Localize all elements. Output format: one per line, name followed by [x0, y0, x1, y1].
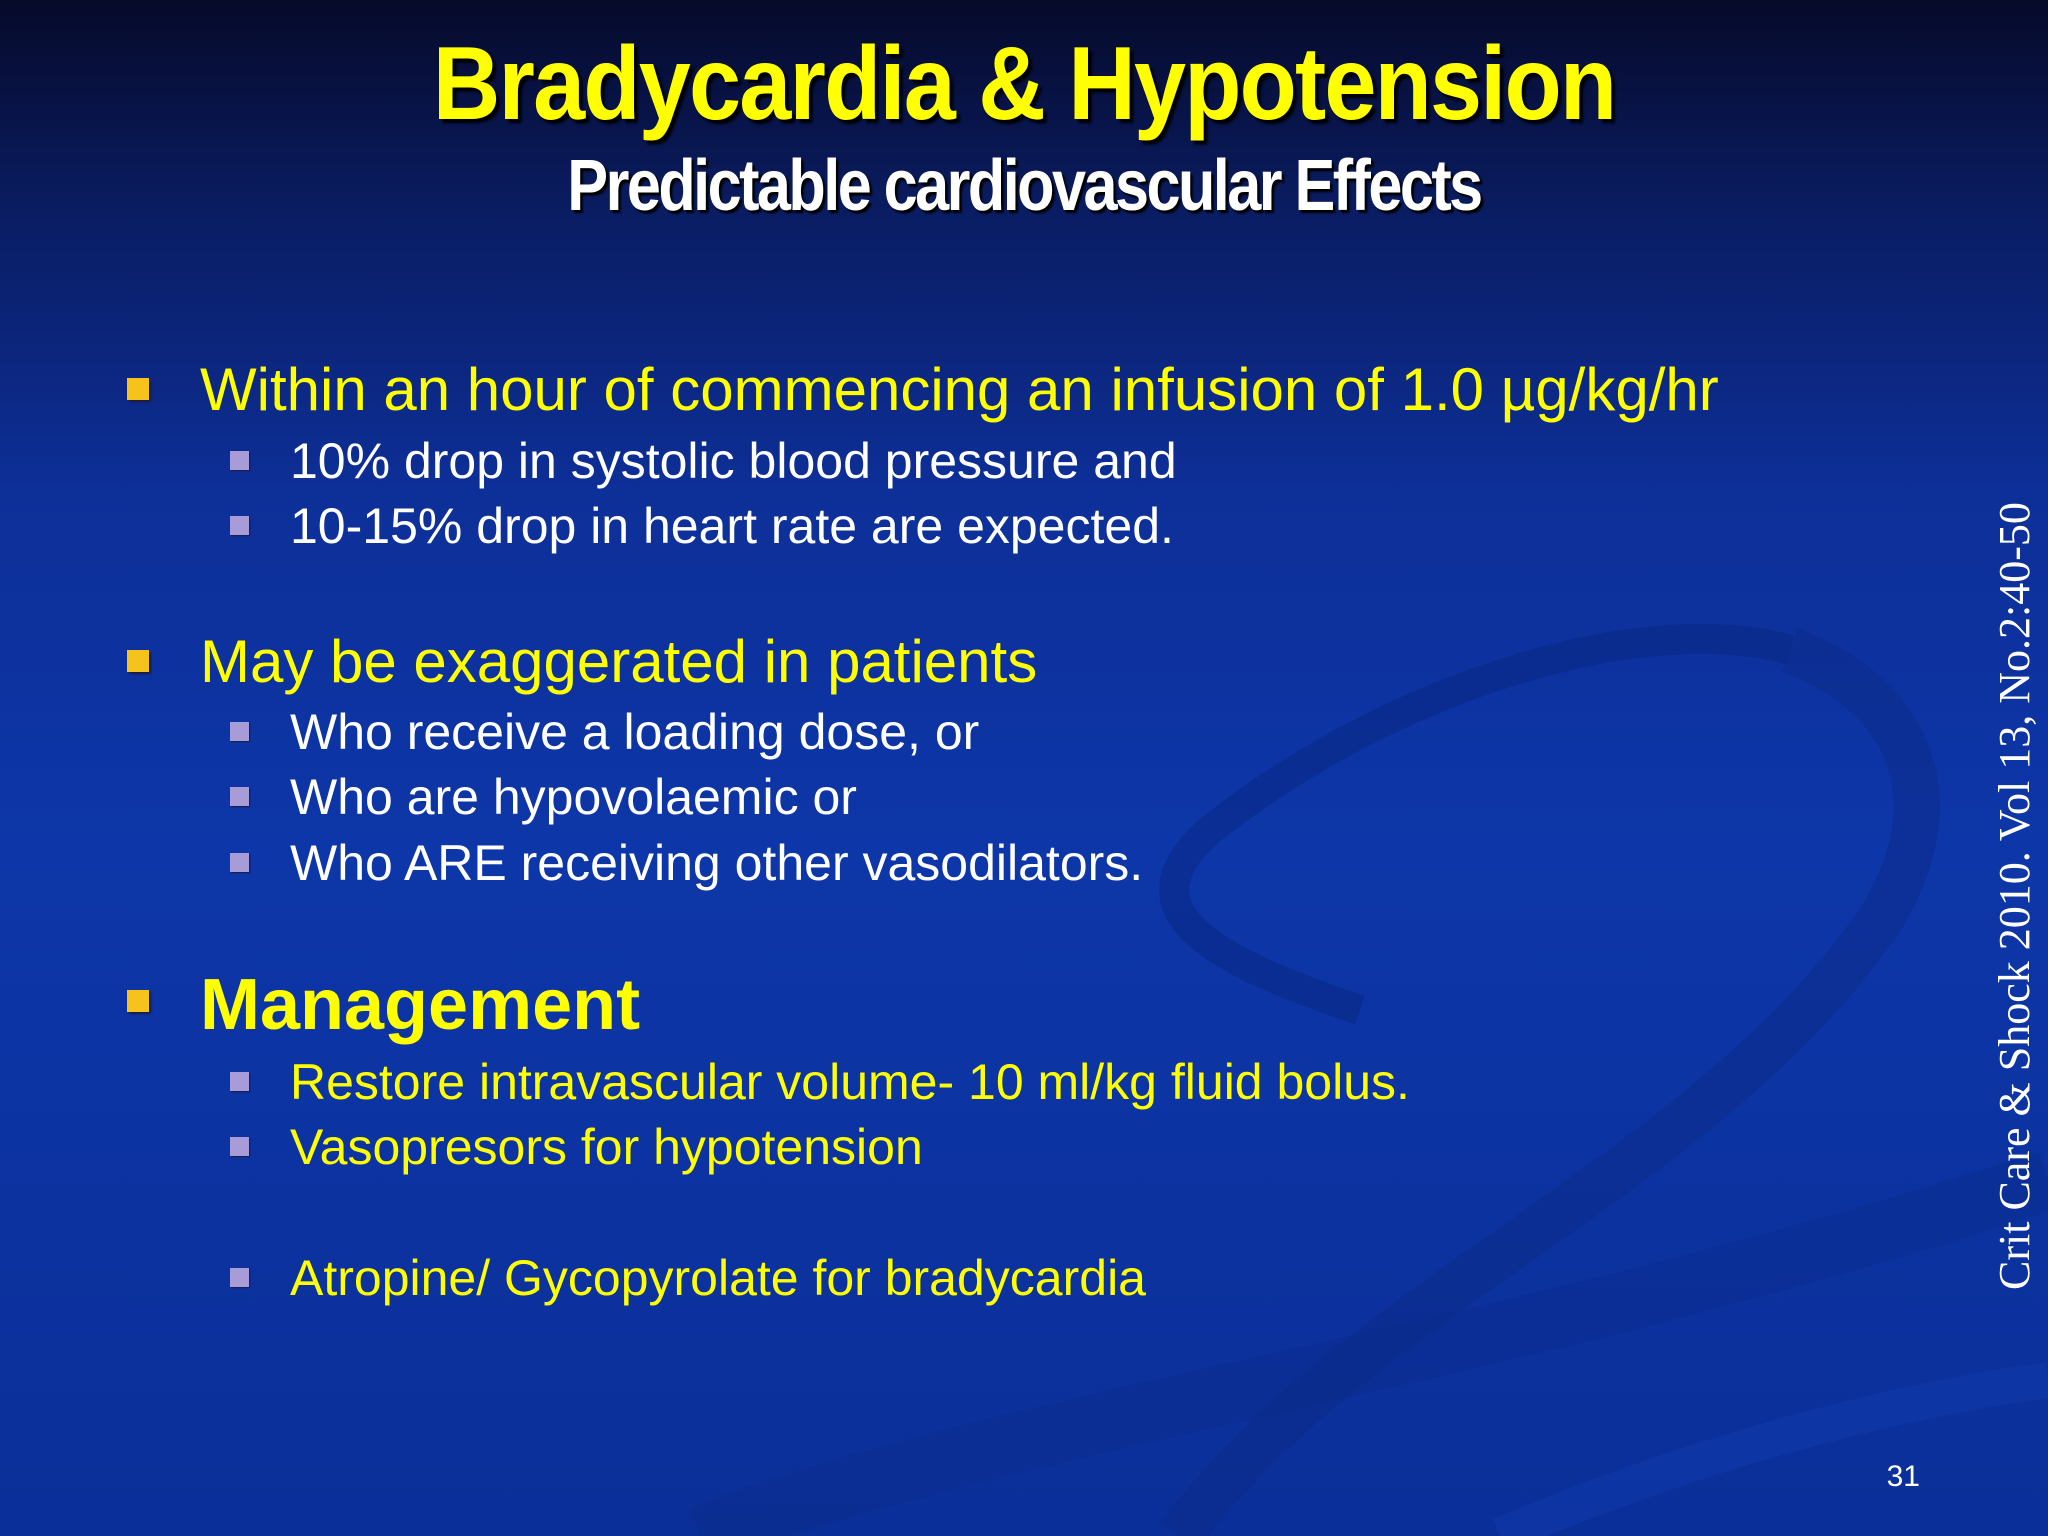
list-item: Restore intravascular volume- 10 ml/kg fluid bolus. — [290, 1054, 1410, 1110]
sub-bullet-square-icon — [230, 787, 249, 806]
slide-subtitle: Predictable cardiovascular Effects — [567, 146, 1481, 226]
section-heading-management: Management — [200, 965, 641, 1045]
sub-bullet-square-icon — [230, 516, 249, 535]
sub-bullet-square-icon — [230, 1137, 249, 1156]
section-heading-exaggerated: May be exaggerated in patients — [200, 628, 1038, 695]
list-item: Who receive a loading dose, or — [290, 704, 980, 760]
list-item: Who are hypovolaemic or — [290, 769, 857, 825]
bullet-square-icon — [127, 990, 149, 1012]
bullet-square-icon — [127, 650, 149, 672]
list-item: Vasopresors for hypotension — [290, 1119, 923, 1175]
sub-bullet-square-icon — [230, 853, 249, 872]
list-item: 10-15% drop in heart rate are expected. — [290, 498, 1174, 554]
list-item: 10% drop in systolic blood pressure and — [290, 433, 1177, 489]
sub-bullet-square-icon — [230, 1268, 249, 1287]
sub-bullet-square-icon — [230, 451, 249, 470]
list-item: Who ARE receiving other vasodilators. — [290, 835, 1144, 891]
bullet-square-icon — [127, 378, 149, 400]
section-heading-onset: Within an hour of commencing an infusion of 1.0 µg/kg/hr — [200, 356, 1719, 423]
sub-bullet-square-icon — [230, 1072, 249, 1091]
slide-title: Bradycardia & Hypotension — [432, 26, 1616, 142]
citation-reference: Crit Care & Shock 2010. Vol 13, No.2:40-50 — [1990, 502, 2039, 1290]
page-number: 31 — [1886, 1460, 1920, 1493]
sub-bullet-square-icon — [230, 722, 249, 741]
list-item: Atropine/ Gycopyrolate for bradycardia — [290, 1250, 1146, 1306]
